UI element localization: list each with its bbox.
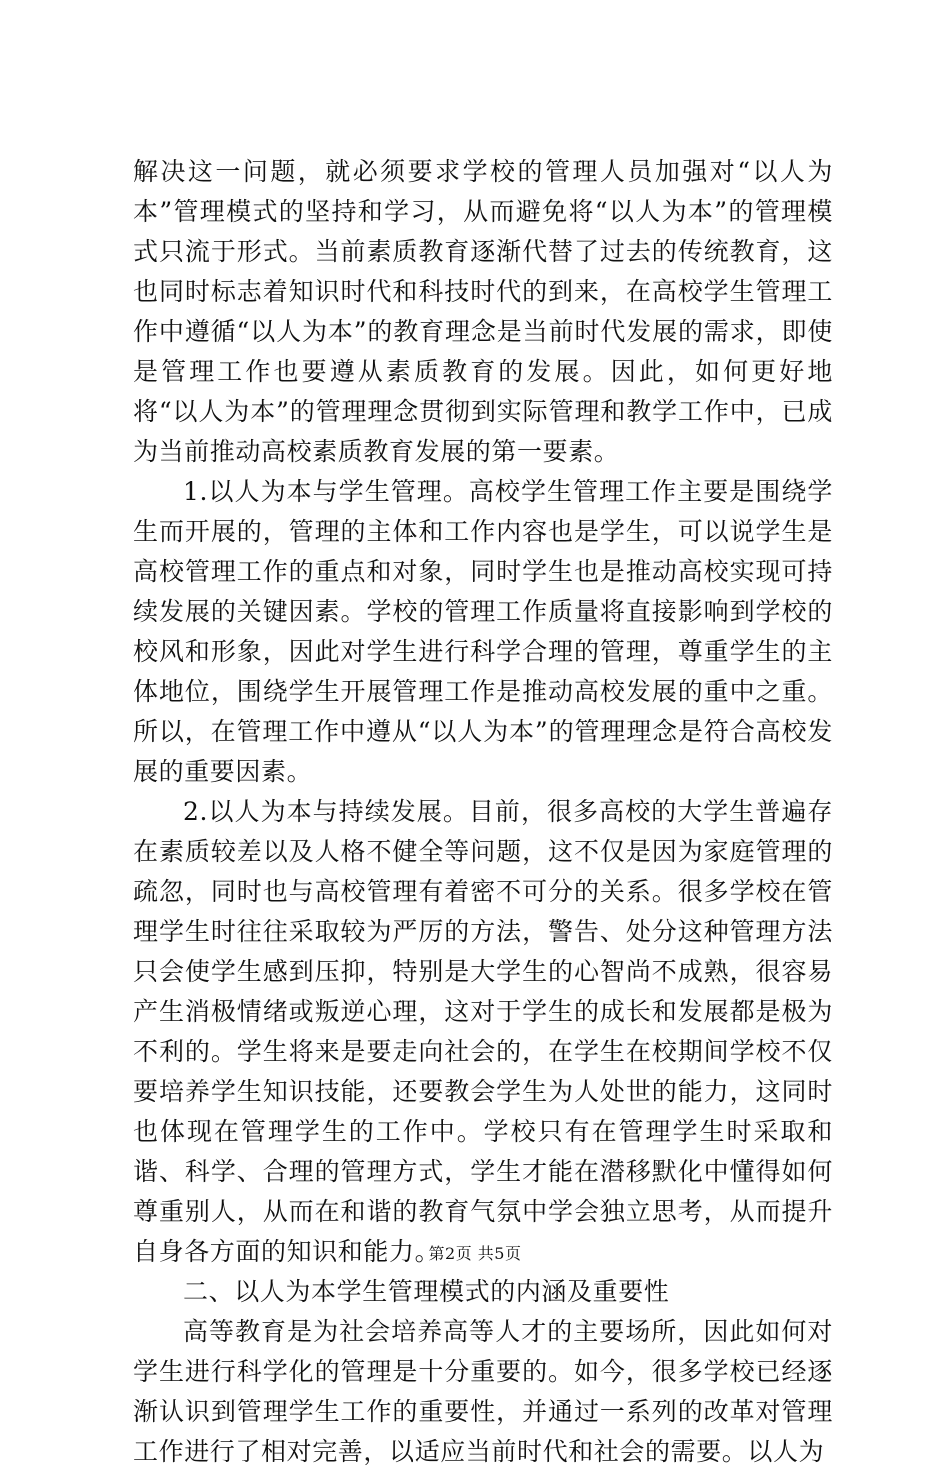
document-body bbox=[133, 152, 833, 1472]
paragraph-point-1: 1.以人为本与学生管理。高校学生管理工作主要是围绕学生而开展的，管理的主体和工作内容也是学生，可以说学生是高校管理工作的重点和对象，同时学生也是推动高校实现可持续发展的关键因素。学校的管理工作质量将直接影响到学校的校风和形象，因此对学生进行科学合理的管理，尊重学生的主体地位，围绕学生开展管理工作是推动高校发展的重中之重。所以，在管理工作中遵从“以人为本”的管理理念是符合高校发展的重要因素。 bbox=[133, 477, 833, 786]
paragraph-intro-continued: 解决这一问题，就必须要求学校的管理人员加强对“以人为本”管理模式的坚持和学习，从而避免将“以人为本”的管理模式只流于形式。当前素质教育逐渐代替了过去的传统教育，这也同时标志着知识时代和科技时代的到来，在高校学生管理工作中遵循“以人为本”的教育理念是当前时代发展的需求，即使是管理工作也要遵从素质教育的发展。因此，如何更好地将“以人为本”的管理理念贯彻到实际管理和教学工作中，已成为当前推动高校素质教育发展的第一要素。 bbox=[133, 157, 833, 466]
paragraph-point-2: 2.以人为本与持续发展。目前，很多高校的大学生普遍存在素质较差以及人格不健全等问题，这不仅是因为家庭管理的疏忽，同时也与高校管理有着密不可分的关系。很多学校在管理学生时往往采取较为严厉的方法，警告、处分这种管理方法只会使学生感到压抑，特别是大学生的心智尚不成熟，很容易产生消极情绪或叛逆心理，这对于学生的成长和发展都是极为不利的。学生将来是要走向社会的，在学生在校期间学校不仅要培养学生知识技能，还要教会学生为人处世的能力，这同时也体现在管理学生的工作中。学校只有在管理学生时采取和谐、科学、合理的管理方式，学生才能在潜移默化中懂得如何尊重别人，从而在和谐的教育气氛中学会独立思考，从而提升自身各方面的知识和能力。 bbox=[133, 797, 833, 1266]
section-heading-2: 二、以人为本学生管理模式的内涵及重要性 bbox=[183, 1277, 670, 1306]
paragraph-section-2: 高等教育是为社会培养高等人才的主要场所，因此如何对学生进行科学化的管理是十分重要的。如今，很多学校已经逐渐认识到管理学生工作的重要性，并通过一系列的改革对管理工作进行了相对完善，以适应当前时代和社会的需要。以人为 bbox=[133, 1317, 833, 1466]
page-number-footer: 第2页 共5页 bbox=[428, 1244, 522, 1263]
